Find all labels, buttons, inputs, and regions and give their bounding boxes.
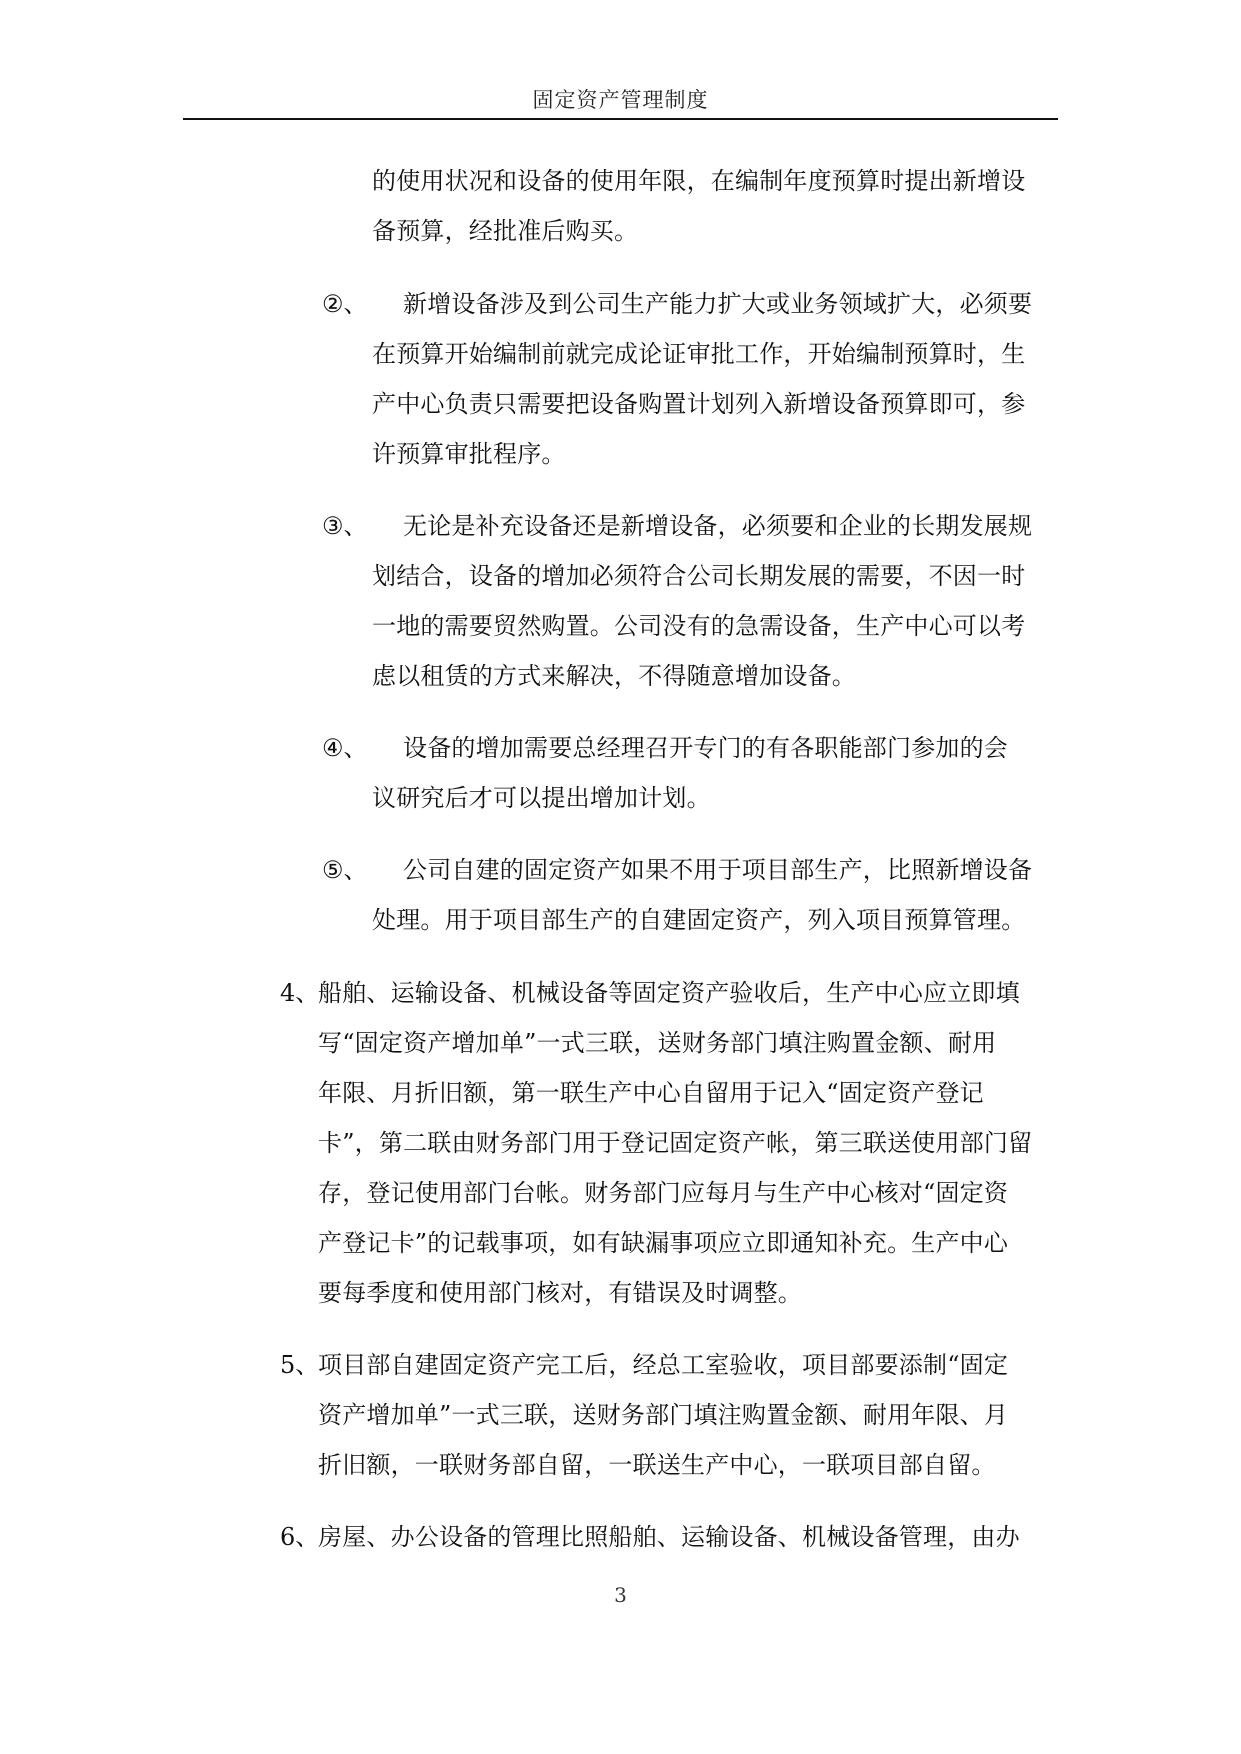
body-line: 船舶、运输设备、机械设备等固定资产验收后，生产中心应立即填 — [318, 979, 1020, 1007]
running-header-title: 固定资产管理制度 — [532, 88, 709, 112]
sub-item-marker: ②、 — [322, 290, 368, 318]
numbered-item-number: 4、 — [280, 979, 320, 1007]
body-line: 新增设备涉及到公司生产能力扩大或业务领域扩大，必须要 — [403, 290, 1033, 318]
body-line: 设备的增加需要总经理召开专门的有各职能部门参加的会 — [403, 734, 1008, 762]
body-line: 公司自建的固定资产如果不用于项目部生产，比照新增设备 — [403, 856, 1033, 884]
body-line: 议研究后才可以提出增加计划。 — [372, 784, 711, 812]
body-line: 卡”，第二联由财务部门用于登记固定资产帐，第三联送使用部门留 — [318, 1129, 1033, 1157]
header-divider — [183, 118, 1058, 120]
sub-item-marker: ⑤、 — [322, 856, 368, 884]
body-line: 一地的需要贸然购置。公司没有的急需设备，生产中心可以考 — [372, 612, 1026, 640]
page-number: 3 — [614, 1583, 627, 1607]
body-line: 虑以租赁的方式来解决，不得随意增加设备。 — [372, 662, 856, 690]
numbered-item-number: 5、 — [280, 1351, 320, 1379]
sub-item-marker: ④、 — [322, 734, 368, 762]
body-line: 写“固定资产增加单”一式三联，送财务部门填注购置金额、耐用 — [318, 1029, 997, 1057]
body-line: 产登记卡”的记载事项，如有缺漏事项应立即通知补充。生产中心 — [318, 1229, 1009, 1257]
body-line: 处理。用于项目部生产的自建固定资产，列入项目预算管理。 — [372, 906, 1026, 934]
body-line: 在预算开始编制前就完成论证审批工作，开始编制预算时，生 — [372, 340, 1026, 368]
body-line: 产中心负责只需要把设备购置计划列入新增设备预算即可，参 — [372, 390, 1026, 418]
body-line: 的使用状况和设备的使用年限，在编制年度预算时提出新增设 — [372, 167, 1026, 195]
body-line: 备预算，经批准后购买。 — [372, 217, 639, 245]
body-line: 资产增加单”一式三联，送财务部门填注购置金额、耐用年限、月 — [318, 1401, 1009, 1429]
body-line: 项目部自建固定资产完工后，经总工室验收，项目部要添制“固定 — [318, 1351, 1009, 1379]
body-line: 年限、月折旧额，第一联生产中心自留用于记入“固定资产登记 — [318, 1079, 984, 1107]
body-line: 存，登记使用部门台帐。财务部门应每月与生产中心核对“固定资 — [318, 1179, 1009, 1207]
body-line: 许预算审批程序。 — [372, 440, 566, 468]
numbered-item-number: 6、 — [280, 1523, 320, 1551]
body-line: 折旧额，一联财务部自留，一联送生产中心，一联项目部自留。 — [318, 1451, 996, 1479]
body-line: 无论是补充设备还是新增设备，必须要和企业的长期发展规 — [403, 512, 1033, 540]
body-line: 划结合，设备的增加必须符合公司长期发展的需要，不因一时 — [372, 562, 1026, 590]
sub-item-marker: ③、 — [322, 512, 368, 540]
body-line: 房屋、办公设备的管理比照船舶、运输设备、机械设备管理，由办 — [318, 1523, 1020, 1551]
body-line: 要每季度和使用部门核对，有错误及时调整。 — [318, 1279, 802, 1307]
